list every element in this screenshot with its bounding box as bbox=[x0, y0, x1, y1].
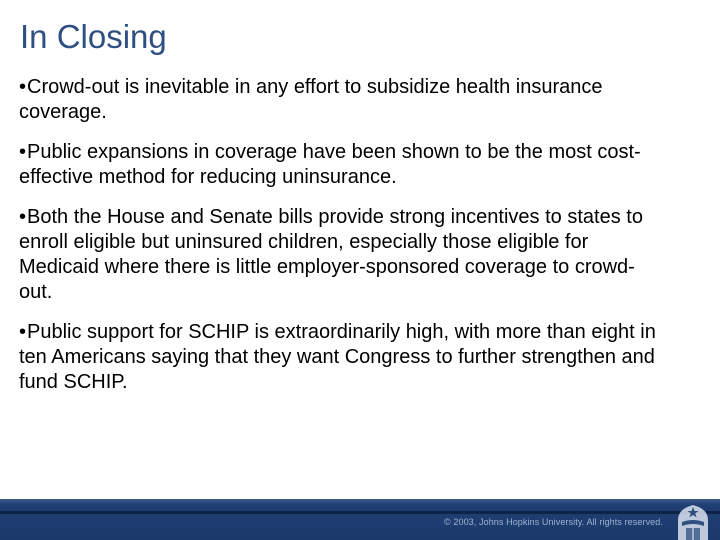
bullet-text: Both the House and Senate bills provide strong incentives to states to enroll eligible but uninsured children, especially those eligible for Medicaid where there is little employer-sponsored coverage to crowd-out. bbox=[19, 206, 643, 303]
copyright-notice: © 2003, Johns Hopkins University. All rights reserved. bbox=[444, 517, 663, 527]
bullet-public-expansions bbox=[19, 140, 667, 190]
university-seal-icon bbox=[672, 500, 714, 540]
bullet-house-senate-bills bbox=[19, 205, 667, 305]
bullet-text: Public expansions in coverage have been shown to be the most cost-effective method for reducing uninsurance. bbox=[19, 141, 641, 188]
bullet-text: Crowd-out is inevitable in any effort to subsidize health insurance coverage. bbox=[19, 76, 603, 123]
footer-divider bbox=[0, 511, 720, 514]
bullet-text: Public support for SCHIP is extraordinarily high, with more than eight in ten Americans saying that they want Congress to further strengthen and fund SCHIP. bbox=[19, 321, 656, 393]
bullet-mark: • bbox=[19, 321, 27, 343]
slide-title: In Closing bbox=[20, 18, 167, 55]
bullet-public-support bbox=[19, 320, 667, 395]
bullet-mark: • bbox=[19, 76, 27, 98]
bullet-crowd-out bbox=[19, 75, 667, 125]
bullet-mark: • bbox=[19, 206, 27, 228]
bullet-list bbox=[19, 75, 667, 410]
bullet-mark: • bbox=[19, 141, 27, 163]
